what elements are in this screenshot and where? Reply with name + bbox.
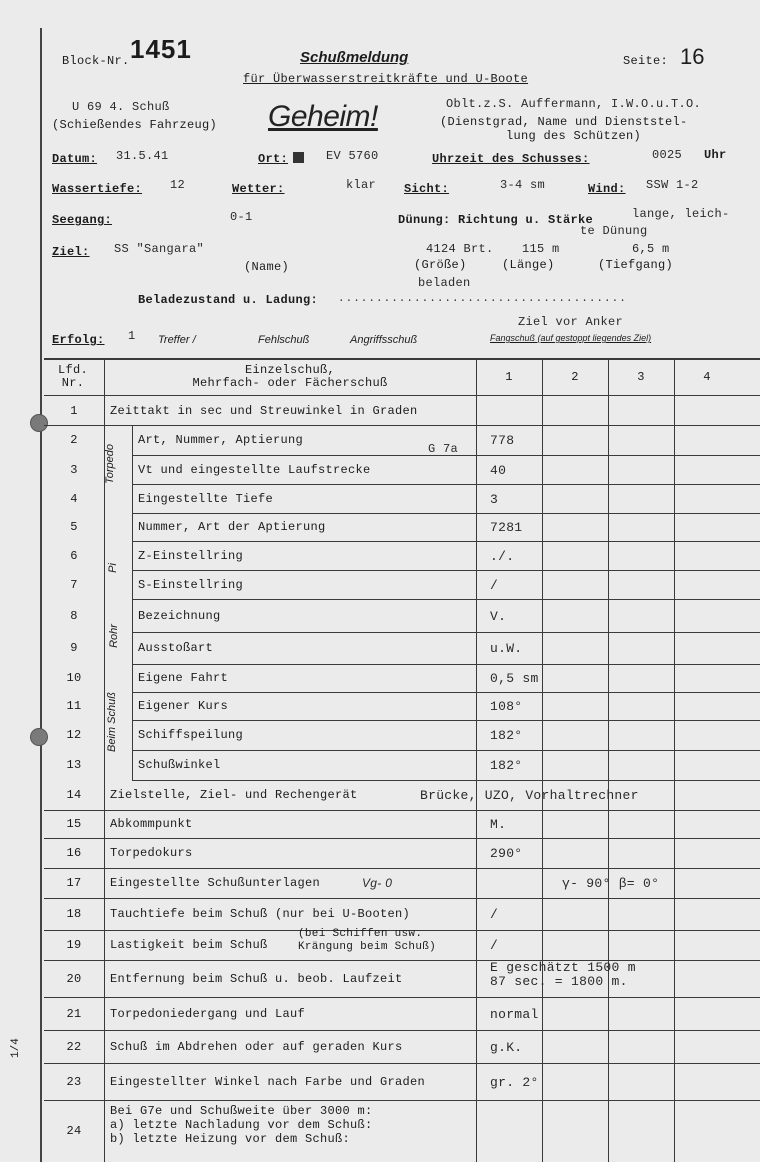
row-2-extra-g7a: G 7a: [428, 442, 459, 456]
row-value-col1: 108°: [490, 699, 523, 714]
seite-label: Seite:: [623, 54, 669, 68]
row-label: Ausstoßart: [138, 641, 214, 655]
row-number: 21: [66, 1006, 82, 1021]
row-label: S-Einstellring: [138, 577, 244, 592]
vessel-value: U 69 4. Schuß: [72, 100, 170, 114]
row-extra-note-2: Krängung beim Schuß): [298, 941, 437, 953]
row-label: Vt und eingestellte Laufstrecke: [138, 462, 371, 477]
cap-laenge: (Länge): [502, 258, 555, 272]
row-value-col1: E geschätzt 1500 m: [490, 960, 636, 975]
row-value-col1: 182°: [490, 728, 523, 743]
row-number: 24: [66, 1124, 82, 1138]
row-value-col1: 0,5 sm: [490, 671, 539, 686]
row-divider: [44, 960, 760, 961]
row-value-col1-line2: 87 sec. = 1800 m.: [490, 974, 628, 989]
row-label: Zeittakt in sec und Streuwinkel in Graden: [110, 404, 418, 418]
row-label: Lastigkeit beim Schuß: [110, 938, 268, 952]
row-value-col1: γ- 90° β= 0°: [562, 876, 660, 891]
fangschuss-label: Fangschuß (auf gestoppt liegendes Ziel): [490, 333, 652, 343]
shooter-caption-2: lung des Schützen): [506, 129, 642, 143]
col-header-lfd-line1: Lfd.: [58, 363, 89, 377]
treffer-label: Treffer /: [158, 334, 196, 346]
seegang-value: 0-1: [230, 210, 253, 224]
row-value-col1: ./.: [490, 548, 515, 564]
row-number: 15: [66, 817, 82, 831]
row-label: Z-Einstellring: [138, 548, 244, 563]
cap-name: (Name): [244, 260, 290, 274]
row-label: Art, Nummer, Aptierung: [138, 433, 304, 447]
secret-stamp: Geheim!: [268, 100, 378, 133]
row-divider: [44, 898, 760, 899]
row-number: 16: [66, 846, 82, 860]
row-divider: [132, 750, 760, 751]
row-number: 17: [66, 876, 82, 890]
row-label-line2: a) letzte Nachladung vor dem Schuß:: [110, 1118, 373, 1132]
row-divider: [44, 838, 760, 839]
col-header-desc-line1: Einzelschuß,: [244, 363, 335, 377]
ziel-label: Ziel:: [52, 245, 90, 259]
row-number: 1: [70, 404, 78, 418]
row-divider: [132, 692, 760, 693]
row-number: 3: [70, 462, 78, 477]
row-divider: [132, 664, 760, 665]
vessel-caption: (Schießendes Fahrzeug): [52, 118, 218, 132]
col-header-desc: [104, 364, 476, 390]
col-header-3: 3: [637, 370, 645, 384]
col-divider-3: [608, 358, 609, 1162]
row-number: 22: [66, 1039, 82, 1054]
row-label: Schuß im Abdrehen oder auf geraden Kurs: [110, 1039, 403, 1054]
group-label-rohr: Rohr: [107, 624, 120, 648]
wetter-value: klar: [346, 178, 377, 192]
col-header-desc-line2: Mehrfach- oder Fächerschuß: [192, 376, 388, 390]
row-number: 9: [70, 641, 78, 655]
row-label: Eigener Kurs: [138, 699, 229, 713]
shooter-caption-1: (Dienstgrad, Name und Dienststel-: [440, 115, 688, 129]
row-number: 6: [70, 548, 78, 563]
duenung-label: Dünung: Richtung u. Stärke: [398, 213, 594, 227]
beladezustand-dots: ......................................: [338, 293, 627, 305]
row-value-col1: V.: [490, 608, 507, 624]
row-value-col1: gr. 2°: [490, 1074, 539, 1090]
uhrzeit-value: 0025: [652, 148, 683, 162]
row-divider: [132, 513, 760, 514]
row-number: 10: [66, 671, 82, 685]
row-divider: [44, 1063, 760, 1064]
row-value-col1: u.W.: [490, 641, 523, 656]
row-label: Schußwinkel: [138, 758, 221, 772]
erfolg-count: 1: [128, 329, 136, 343]
group-label-beim-schuss: Beim Schuß: [105, 692, 118, 752]
row-divider: [44, 425, 760, 426]
wassertiefe-label: Wassertiefe:: [52, 182, 143, 196]
seegang-label: Seegang:: [52, 213, 113, 227]
uhrzeit-label: Uhrzeit des Schusses:: [432, 152, 590, 166]
row-label: Eingestellte Tiefe: [138, 491, 274, 506]
row-value-col1: /: [490, 938, 499, 953]
row-label: Abkommpunkt: [110, 817, 193, 831]
col-header-lfd-line2: Nr.: [61, 376, 85, 390]
row-divider: [44, 1100, 760, 1101]
duenung-value-2: te Dünung: [580, 224, 648, 238]
col-header-4: 4: [703, 370, 711, 384]
row-label: Zielstelle, Ziel- und Rechengerät: [110, 788, 358, 802]
row-divider: [132, 720, 760, 721]
row-value-col1: 182°: [490, 758, 523, 773]
cap-groesse: (Größe): [414, 258, 467, 272]
wind-label: Wind:: [588, 182, 626, 196]
row-value-col1: /: [490, 577, 499, 593]
block-number: 1451: [130, 34, 192, 64]
ort-value: EV 5760: [326, 149, 379, 163]
row-divider: [44, 997, 760, 998]
col-header-lfd: [58, 364, 88, 390]
row-value-col1: M.: [490, 817, 507, 832]
row-extra-value: Vg- 0: [362, 876, 393, 890]
seite-number: 16: [680, 44, 705, 69]
fehlschuss-label: Fehlschuß: [258, 334, 310, 346]
col-divider-4: [674, 358, 675, 1162]
row-value-col1: Brücke, UZO, Vorhaltrechner: [420, 788, 639, 803]
row-number: 14: [66, 788, 82, 802]
row-label: Eigene Fahrt: [138, 671, 229, 685]
angriffsschuss-label: Angriffsschuß: [350, 334, 418, 346]
row-number: 11: [66, 699, 82, 713]
row-divider: [132, 632, 760, 633]
row-number: 20: [66, 971, 82, 986]
row-number: 23: [66, 1074, 82, 1089]
col-divider-2: [542, 358, 543, 1162]
beladen-value: beladen: [418, 276, 471, 290]
row-number: 4: [70, 491, 78, 506]
uhr-label: Uhr: [704, 148, 727, 162]
shooter-value: Oblt.z.S. Auffermann, I.W.O.u.T.O.: [446, 97, 702, 111]
ziel-name: SS "Sangara": [114, 242, 205, 256]
col-divider-group: [132, 425, 133, 780]
row-divider: [44, 1030, 760, 1031]
row-extra-note-1: (bei Schiffen usw.: [298, 928, 423, 940]
row-label: Tauchtiefe beim Schuß (nur bei U-Booten): [110, 907, 411, 921]
row-value-col1: 3: [490, 491, 499, 507]
form-subtitle: für Überwasserstreitkräfte und U-Boote: [243, 72, 529, 86]
duenung-value-1: lange, leich-: [632, 207, 730, 221]
row-value-col1: 778: [490, 433, 515, 448]
row-number: 19: [66, 938, 82, 952]
group-label-pi: Pi: [106, 563, 119, 573]
row-label: Torpedoniedergang und Lauf: [110, 1006, 306, 1021]
row-label: Eingestellter Winkel nach Farbe und Graden: [110, 1074, 426, 1089]
row-label: Nummer, Art der Aptierung: [138, 520, 326, 534]
col-header-2: 2: [571, 370, 579, 384]
beladezustand-label: Beladezustand u. Ladung:: [138, 293, 319, 307]
row-divider: [132, 780, 760, 781]
row-label: Bezeichnung: [138, 608, 221, 623]
row-number: 8: [70, 608, 78, 623]
row-divider: [132, 484, 760, 485]
wind-value: SSW 1-2: [646, 178, 699, 192]
table-top-border: [44, 358, 760, 360]
sicht-value: 3-4 sm: [500, 178, 546, 192]
row-value-col1: 7281: [490, 520, 523, 535]
ort-label: Ort:: [258, 152, 289, 166]
cap-tiefgang: (Tiefgang): [598, 258, 674, 272]
row-divider: [132, 570, 760, 571]
row-label: Entfernung beim Schuß u. beob. Laufzeit: [110, 971, 403, 986]
wassertiefe-value: 12: [170, 178, 186, 192]
table-header-bottom: [44, 395, 760, 396]
row-number: 18: [66, 907, 82, 921]
row-divider: [44, 810, 760, 811]
row-number: 5: [70, 520, 78, 534]
row-divider: [132, 541, 760, 542]
ziel-vor-anker: Ziel vor Anker: [518, 315, 624, 329]
row-number: 13: [66, 758, 82, 772]
row-number: 12: [66, 728, 82, 742]
erfolg-label: Erfolg:: [52, 333, 105, 347]
row-label: Torpedokurs: [110, 846, 193, 860]
row-divider: [44, 868, 760, 869]
ziel-tiefgang: 6,5 m: [632, 242, 670, 256]
row-divider: [132, 599, 760, 600]
row-value-col1: g.K.: [490, 1039, 523, 1055]
col-divider-1: [476, 358, 477, 1162]
datum-value: 31.5.41: [116, 149, 169, 163]
col-header-1: 1: [505, 370, 513, 384]
left-margin-line: [40, 28, 42, 1162]
row-value-col1: 40: [490, 462, 507, 478]
grid-square-icon: [293, 152, 304, 163]
sicht-label: Sicht:: [404, 182, 450, 196]
block-label: Block-Nr.: [62, 54, 130, 68]
ziel-laenge: 115 m: [522, 242, 560, 256]
datum-label: Datum:: [52, 152, 98, 166]
row-number: 2: [70, 433, 78, 447]
wetter-label: Wetter:: [232, 182, 285, 196]
group-label-torpedo: Torpedo: [103, 444, 116, 484]
row-label: Schiffspeilung: [138, 728, 244, 742]
row-label: Eingestellte Schußunterlagen: [110, 876, 321, 890]
ziel-groesse: 4124 Brt.: [426, 242, 494, 256]
form-title: Schußmeldung: [300, 49, 409, 66]
row-value-col1: normal: [490, 1006, 539, 1022]
row-value-col1: /: [490, 907, 499, 922]
margin-note: 1/4: [10, 1038, 22, 1058]
row-number: 7: [70, 577, 78, 592]
row-label: Bei G7e und Schußweite über 3000 m:: [110, 1104, 373, 1118]
row-value-col1: 290°: [490, 846, 523, 861]
row-label-line3: b) letzte Heizung vor dem Schuß:: [110, 1132, 351, 1146]
